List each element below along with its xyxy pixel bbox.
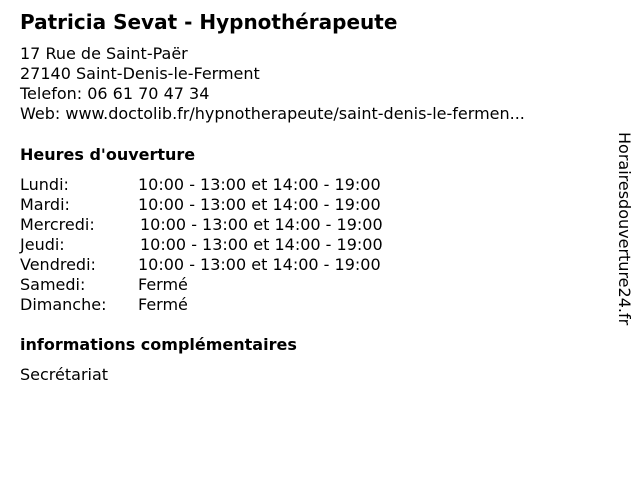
day-label: Vendredi: xyxy=(20,255,96,274)
info-heading: informations complémentaires xyxy=(20,335,297,354)
time-range: 10:00 - 13:00 et 14:00 - 19:00 xyxy=(138,255,381,274)
day-label: Dimanche: xyxy=(20,295,107,314)
page-title: Patricia Sevat - Hypnothérapeute xyxy=(20,10,398,34)
time-range: 10:00 - 13:00 et 14:00 - 19:00 xyxy=(140,215,383,234)
day-label: Mardi: xyxy=(20,195,70,214)
site-watermark: Horairesdouverture24.fr xyxy=(615,132,634,326)
hours-heading: Heures d'ouverture xyxy=(20,145,196,164)
time-range: 10:00 - 13:00 et 14:00 - 19:00 xyxy=(140,235,383,254)
day-label: Lundi: xyxy=(20,175,69,194)
time-range: Fermé xyxy=(138,295,188,314)
day-label: Samedi: xyxy=(20,275,86,294)
hours-row-wednesday xyxy=(20,215,540,235)
website-link[interactable]: Web: www.doctolib.fr/hypnotherapeute/saint-denis-le-fermen... xyxy=(20,104,525,123)
day-label: Jeudi: xyxy=(20,235,65,254)
time-range: 10:00 - 13:00 et 14:00 - 19:00 xyxy=(138,195,381,214)
hours-row-friday xyxy=(20,255,540,275)
hours-row-monday xyxy=(20,175,540,195)
address-street: 17 Rue de Saint-Paër xyxy=(20,44,188,63)
hours-row-thursday xyxy=(20,235,540,255)
info-text: Secrétariat xyxy=(20,365,109,384)
hours-row-saturday xyxy=(20,275,540,295)
hours-row-sunday xyxy=(20,295,540,315)
day-label: Mercredi: xyxy=(20,215,95,234)
hours-row-tuesday xyxy=(20,195,540,215)
address-city: 27140 Saint-Denis-le-Ferment xyxy=(20,64,260,83)
phone-number[interactable]: Telefon: 06 61 70 47 34 xyxy=(20,84,210,103)
time-range: 10:00 - 13:00 et 14:00 - 19:00 xyxy=(138,175,381,194)
time-range: Fermé xyxy=(138,275,188,294)
